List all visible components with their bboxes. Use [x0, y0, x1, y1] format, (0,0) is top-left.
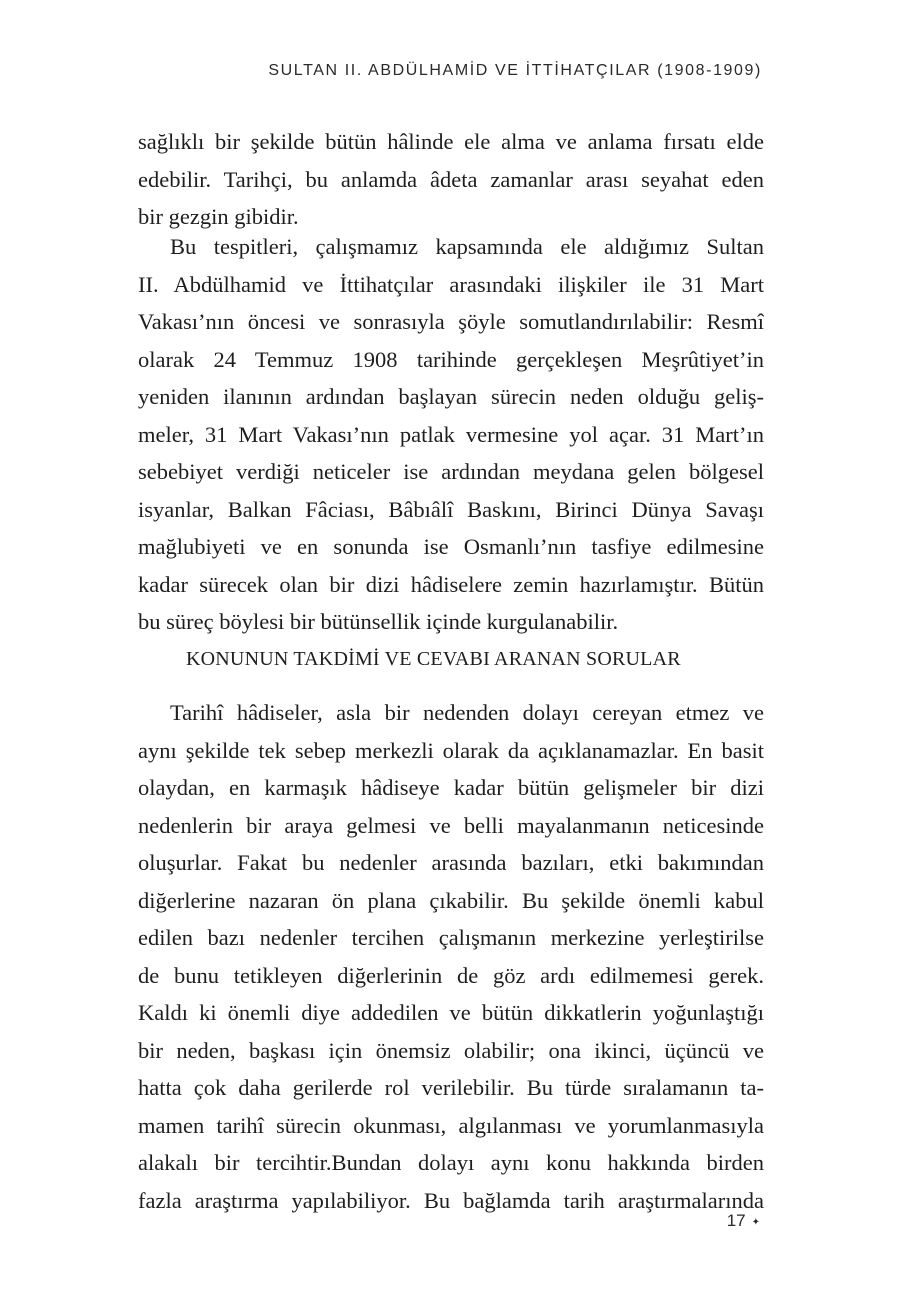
text-line: hatta çok daha gerilerde rol verilebilir. Bu türde sıralamanın ta- [138, 1075, 764, 1100]
text-line: aynı şekilde tek sebep merkezli olarak da açıklanamazlar. En basit [138, 737, 764, 763]
text-line: diğerlerine nazaran ön plana çıkabilir. Bu şekilde önemli kabul [138, 887, 764, 913]
paragraph-2 [138, 228, 764, 641]
paragraph-1 [138, 123, 764, 236]
text-line: nedenlerin bir araya gelmesi ve belli mayalanmanın neticesinde [138, 812, 764, 838]
text-line: kadar sürecek olan bir dizi hâdiselere zemin hazırlamıştır. Bütün [138, 571, 764, 597]
text-line: isyanlar, Balkan Fâciası, Bâbıâlî Baskını, Birinci Dünya Savaşı [138, 496, 764, 522]
text-line: bu süreç böylesi bir bütünsellik içinde kurgulanabilir. [138, 609, 619, 634]
text-line: edilen bazı nedenler tercihen çalışmanın merkezine yerleştirilse [138, 925, 764, 950]
text-line: fazla araştırma yapılabiliyor. Bu bağlamda tarih araştırmalarında [138, 1187, 764, 1213]
text-line: edebilir. Tarihçi, bu anlamda âdeta zamanlar arası seyahat eden [138, 166, 764, 192]
text-line: Bu tespitleri, çalışmamız kapsamında ele aldığımız Sultan [170, 234, 764, 259]
text-line: bir neden, başkası için önemsiz olabilir; ona ikinci, üçüncü ve [138, 1037, 764, 1063]
text-line: II. Abdülhamid ve İttihatçılar arasındaki ilişkiler ile 31 Mart [138, 271, 764, 297]
text-line: bir gezgin gibidir. [138, 204, 299, 229]
section-heading: KONUNUN TAKDİMİ VE CEVABI ARANAN SORULAR [186, 648, 681, 670]
text-line: de bunu tetikleyen diğerlerinin de göz ardı edilmemesi gerek. [138, 962, 764, 988]
ornament-icon: ✦ [751, 1217, 760, 1228]
text-line: meler, 31 Mart Vakası’nın patlak vermesine yol açar. 31 Mart’ın [138, 421, 764, 447]
text-line: sağlıklı bir şekilde bütün hâlinde ele alma ve anlama fırsatı elde [138, 129, 764, 154]
text-line: yeniden ilanının ardından başlayan sürecin neden olduğu geliş- [138, 384, 764, 409]
page-number: 17 [726, 1211, 746, 1230]
running-header: SULTAN II. ABDÜLHAMİD VE İTTİHATÇILAR (1908-1909) [268, 62, 762, 79]
text-line: mağlubiyeti ve en sonunda ise Osmanlı’nın tasfiye edilmesine [138, 534, 764, 559]
paragraph-3 [138, 694, 764, 1219]
text-line: olaydan, en karmaşık hâdiseye kadar bütün gelişmeler bir dizi [138, 775, 764, 800]
text-line: oluşurlar. Fakat bu nedenler arasında bazıları, etki bakımından [138, 850, 764, 875]
text-line: olarak 24 Temmuz 1908 tarihinde gerçekleşen Meşrûtiyet’in [138, 346, 764, 372]
text-line: sebebiyet verdiği neticeler ise ardından meydana gelen bölgesel [138, 459, 764, 484]
page-footer [727, 1211, 760, 1231]
text-line: mamen tarihî sürecin okunması, algılanması ve yorumlanmasıyla [138, 1112, 764, 1138]
text-line: alakalı bir tercihtir.Bundan dolayı aynı konu hakkında birden [138, 1150, 764, 1175]
text-line: Vakası’nın öncesi ve sonrasıyla şöyle somutlandırılabilir: Resmî [138, 309, 764, 334]
text-line: Tarihî hâdiseler, asla bir nedenden dolayı cereyan etmez ve [170, 700, 764, 725]
text-line: Kaldı ki önemli diye addedilen ve bütün dikkatlerin yoğunlaştığı [138, 1000, 764, 1025]
